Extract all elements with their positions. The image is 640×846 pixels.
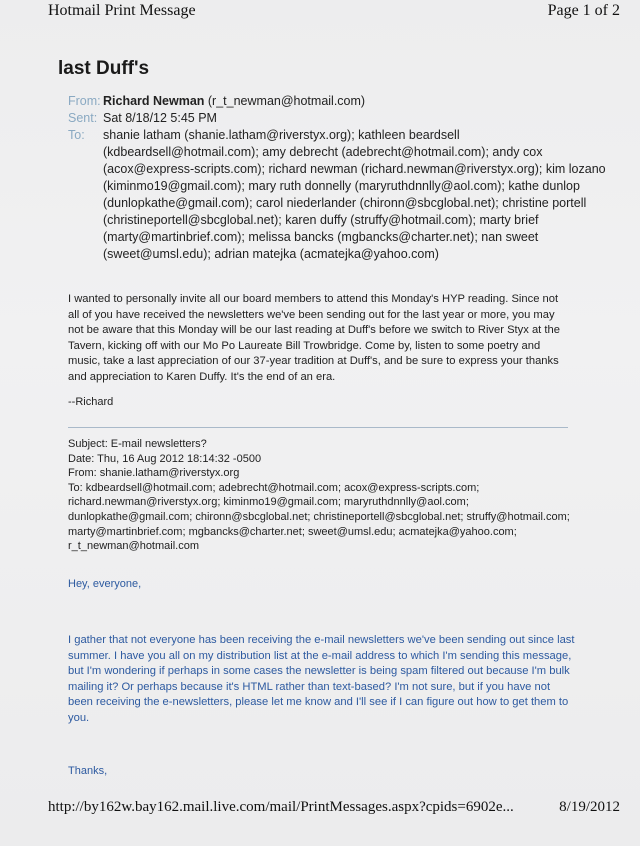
- message-body: I wanted to personally invite all our board members to attend this Monday's HYP reading. Since not all of you have received the newsletters we've been sending out for the last year or more, you may not be aware that this Monday will be our last reading at Duff's before we switch to River Styx at the Tavern, kicking off with our Mo Po Laureate Bill Trowbridge. Come by, listen to some poetry and music, take a last appreciation of our 37-year tradition at Duff's, and be sure to express your thanks and appreciation to Karen Duffy. It's the end of an era.: [68, 293, 560, 383]
- print-footer-url: http://by162w.bay162.mail.live.com/mail/PrintMessages.aspx?cpids=6902e...: [48, 799, 514, 815]
- from-name: Richard Newman: [103, 94, 205, 108]
- sent-value: Sat 8/18/12 5:45 PM: [103, 111, 217, 125]
- forwarded-to-line: To: kdbeardsell@hotmail.com; adebrecht@hotmail.com; acox@express-scripts.com;: [68, 481, 480, 494]
- forwarded-subject: Subject: E-mail newsletters?: [68, 438, 207, 450]
- to-row: [68, 127, 613, 263]
- forwarded-greeting: Hey, everyone,: [68, 578, 142, 590]
- forwarded-to-line: richard.newman@riverstyx.org; kiminmo19@gmail.com; maryruthdnnlly@aol.com;: [68, 496, 469, 509]
- forwarded-closing: Thanks,: [68, 765, 108, 777]
- forwarded-to-line: r_t_newman@hotmail.com: [68, 540, 199, 553]
- from-value: [103, 93, 613, 110]
- forwarded-header: [68, 437, 578, 554]
- forwarded-body: I gather that not everyone has been receiving the e-mail newsletters we've been sending out since last summer. I have you all on my distribution list at the e-mail address to which I'm sending this message, but I'm wondering if perhaps in some cases the newsletter is being spam filtered out because I'm bulk mailing it? Or perhaps because it's HTML rather than text-based? I'm not sure, but if you have not been receiving the e-newsletters, please let me know and I'll see if I can figure out how to get them to you.: [68, 634, 575, 724]
- forwarded-date: Date: Thu, 16 Aug 2012 18:14:32 -0500: [68, 452, 262, 465]
- to-recipients: shanie latham (shanie.latham@riverstyx.org); kathleen beardsell (kdbeardsell@hotmail.com); amy debrecht (adebrecht@hotmail.com); andy cox (acox@express-scripts.com); richard newman (richard.newman@riverstyx.org); kim lozano (kiminmo19@gmail.com); mary ruth donnelly (maryruthdnnlly@aol.com); kathe dunlop (dunlopkathe@gmail.com); carol niederlander (chironn@sbcglobal.net); christine portell (christineportell@sbcglobal.net); karen duffy (struffy@hotmail.com); marty brief (marty@martinbrief.com); melissa bancks (mgbancks@charter.net); nan sweet (sweet@umsl.edu); adrian matejka (acmatejka@yahoo.com): [103, 128, 606, 261]
- sent-row: [68, 110, 613, 127]
- forwarded-to-line: marty@martinbrief.com; mgbancks@charter.net; sweet@umsl.edu; acmatejka@yahoo.com;: [68, 525, 517, 538]
- from-email: (r_t_newman@hotmail.com): [204, 94, 366, 108]
- print-header-title: Hotmail Print Message: [48, 2, 196, 19]
- message-subject: last Duff's: [58, 58, 150, 79]
- print-footer-date: 8/19/2012: [559, 799, 620, 815]
- forwarded-to-line: dunlopkathe@gmail.com; chironn@sbcglobal.net; christineportell@sbcglobal.net; struffy@hotmail.com;: [68, 510, 570, 523]
- from-row: [68, 93, 613, 110]
- message-signature: --Richard: [68, 396, 114, 408]
- forwarded-from: From: shanie.latham@riverstyx.org: [68, 467, 240, 480]
- forward-divider: [68, 427, 568, 428]
- print-page-number: Page 1 of 2: [547, 2, 620, 19]
- from-label: From:: [68, 94, 101, 108]
- message-header: [68, 93, 613, 263]
- to-label: To:: [68, 128, 85, 142]
- sent-label: Sent:: [68, 111, 98, 125]
